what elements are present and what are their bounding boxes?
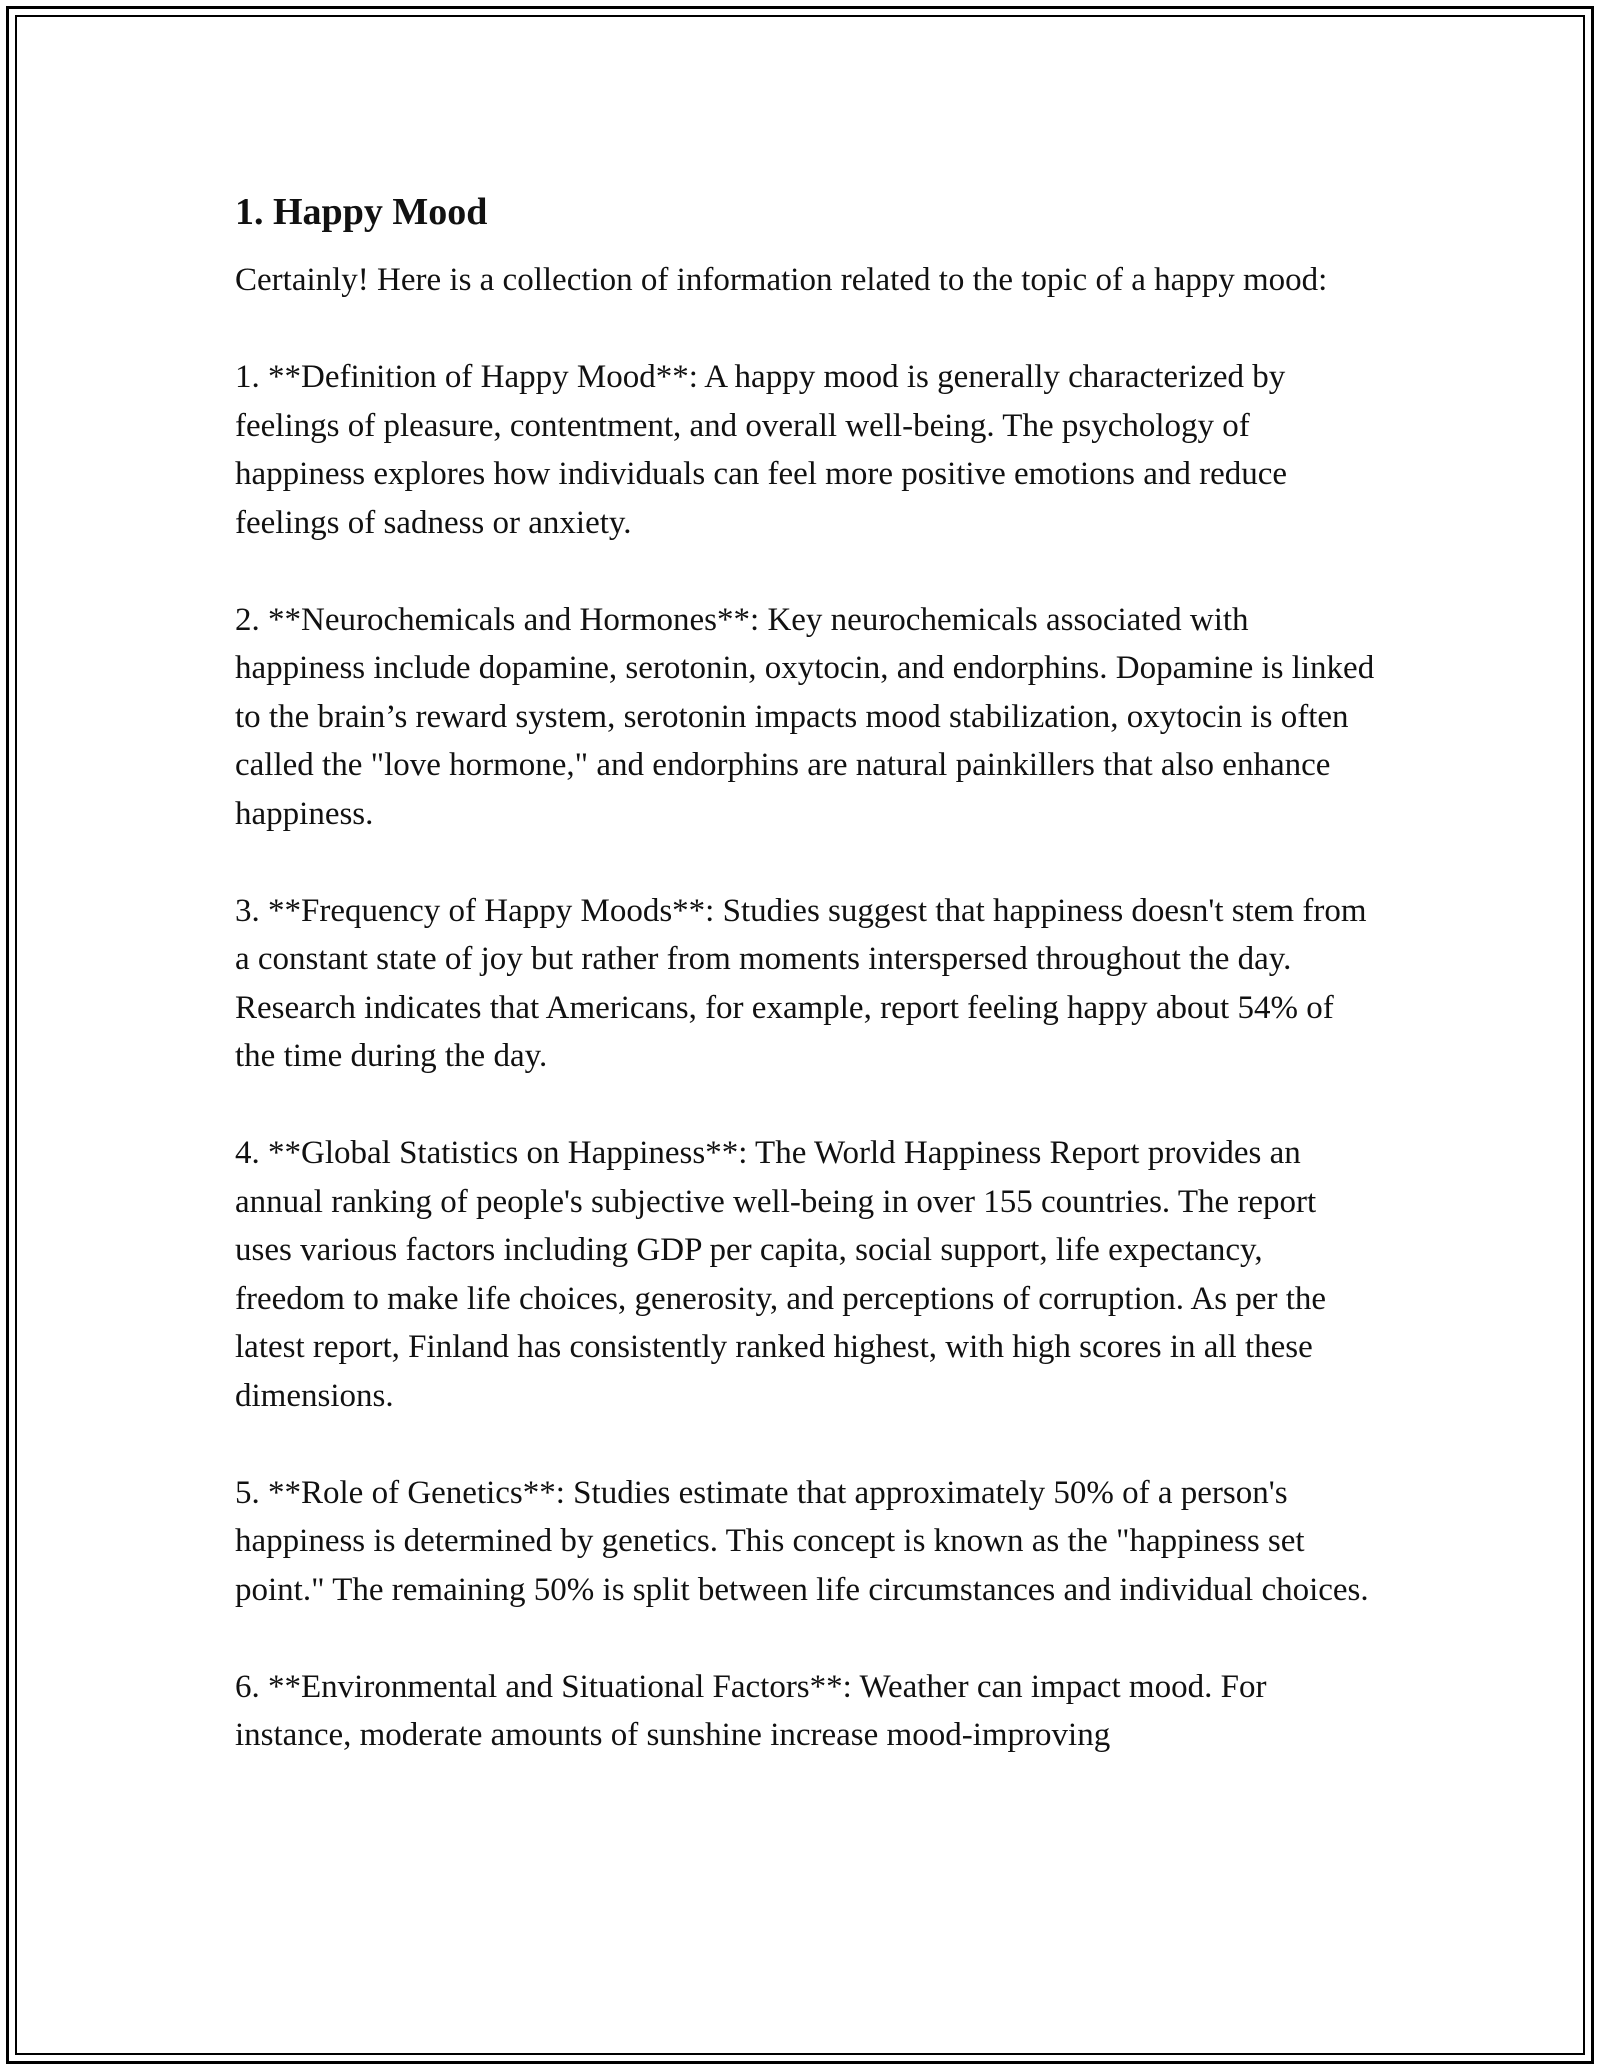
paragraph-environmental-factors: 6. **Environmental and Situational Factors**: Weather can impact mood. For instance, moderate amounts of sunshine increase mood-improving bbox=[235, 1668, 1267, 1753]
paragraph-neurochemicals: 2. **Neurochemicals and Hormones**: Key neurochemicals associated with happiness include dopamine, serotonin, oxytocin, and endorphins. Dopamine is linked to the brain’s reward system, serotonin impacts mood stabilization, oxytocin is often called the "love hormone," and endorphins are natural painkillers that also enhance happiness. bbox=[235, 601, 1375, 832]
document-body bbox=[235, 188, 1375, 1808]
intro-paragraph: Certainly! Here is a collection of information related to the topic of a happy mood: bbox=[235, 262, 1328, 298]
paragraph-genetics: 5. **Role of Genetics**: Studies estimate that approximately 50% of a person's happiness is determined by genetics. This concept is known as the "happiness set point." The remaining 50% is split between life circumstances and individual choices. bbox=[235, 1474, 1369, 1608]
paragraph-frequency: 3. **Frequency of Happy Moods**: Studies suggest that happiness doesn't stem from a constant state of joy but rather from moments interspersed throughout the day. Research indicates that Americans, for example, report feeling happy about 54% of the time during the day. bbox=[235, 892, 1367, 1074]
paragraph-global-statistics: 4. **Global Statistics on Happiness**: The World Happiness Report provides an annual ranking of people's subjective well-being in over 155 countries. The report uses various factors including GDP per capita, social support, life expectancy, freedom to make life choices, generosity, and perceptions of corruption. As per the latest report, Finland has consistently ranked highest, with high scores in all these dimensions. bbox=[235, 1135, 1327, 1414]
paragraph-definition: 1. **Definition of Happy Mood**: A happy mood is generally characterized by feelings of pleasure, contentment, and overall well-being. The psychology of happiness explores how individuals can feel more positive emotions and reduce feelings of sadness or anxiety. bbox=[235, 359, 1288, 541]
document-title: 1. Happy Mood bbox=[235, 191, 488, 233]
